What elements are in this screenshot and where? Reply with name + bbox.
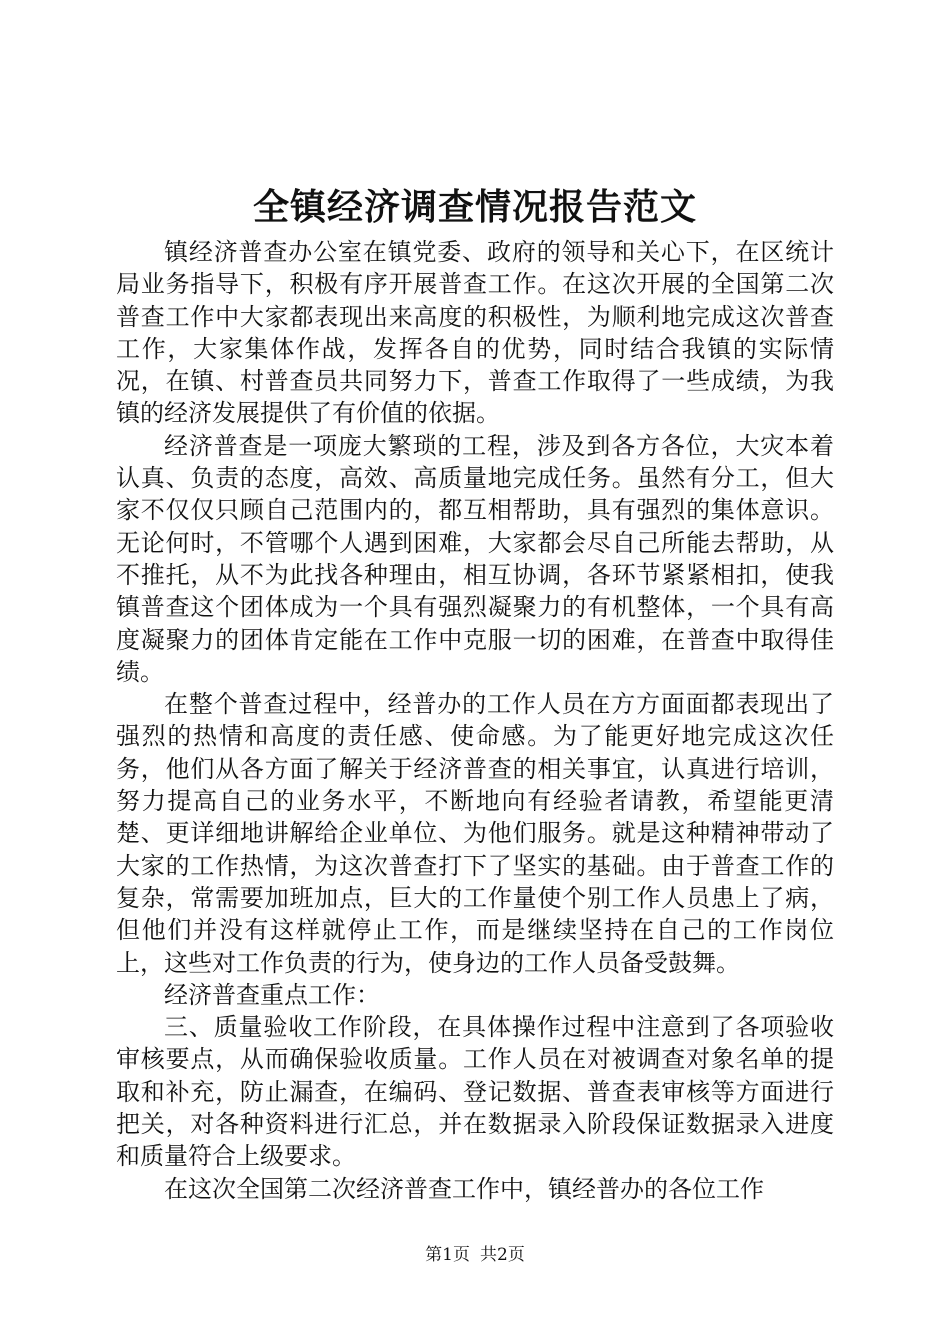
document-title: 全镇经济调查情况报告范文: [252, 187, 697, 228]
paragraph-2: 经济普查是一项庞大繁琐的工程，涉及到各方各位，大灾本着认真、负责的态度，高效、高质量地完成任务。虽然有分工，但大家不仅仅只顾自己范围内的，都互相帮助，具有强烈的集体意识。无论何时，不管哪个人遇到困难，大家都会尽自己所能去帮助，从不推托，从不为此找各种理由，相互协调，各环节紧紧相扣，使我镇普查这个团体成为一个具有强烈凝聚力的有机整体，一个具有高度凝聚力的团体肯定能在工作中克服一切的困难，在普查中取得佳绩。: [116, 431, 834, 686]
paragraph-1: 镇经济普查办公室在镇党委、政府的领导和关心下，在区统计局业务指导下，积极有序开展普查工作。在这次开展的全国第二次普查工作中大家都表现出来高度的积极性，为顺利地完成这次普查工作，大家集体作战，发挥各自的优势，同时结合我镇的实际情况，在镇、村普查员共同努力下，普查工作取得了一些成绩，为我镇的经济发展提供了有价值的依据。: [116, 238, 834, 428]
page-footer: [0, 1243, 950, 1267]
page-number-total: 共2页: [480, 1245, 525, 1265]
document-body: [116, 236, 834, 1205]
paragraph-6: 在这次全国第二次经济普查工作中，镇经普办的各位工作: [164, 1174, 764, 1203]
paragraph-5: 三、质量验收工作阶段，在具体操作过程中注意到了各项验收审核要点，从而确保验收质量。工作人员在对被调查对象名单的提取和补充，防止漏查，在编码、登记数据、普查表审核等方面进行把关，对各种资料进行汇总，并在数据录入阶段保证数据录入进度和质量符合上级要求。: [116, 1013, 834, 1171]
page-number-current: 第1页: [425, 1245, 470, 1265]
paragraph-3: 在整个普查过程中，经普办的工作人员在方方面面都表现出了强烈的热情和高度的责任感、使命感。为了能更好地完成这次任务，他们从各方面了解关于经济普查的相关事宜，认真进行培训，努力提高自己的业务水平，不断地向有经验者请教，希望能更清楚、更详细地讲解给企业单位、为他们服务。就是这种精神带动了大家的工作热情，为这次普查打下了坚实的基础。由于普查工作的复杂，常需要加班加点，巨大的工作量使个别工作人员患上了病，但他们并没有这样就停止工作，而是继续坚持在自己的工作岗位上，这些对工作负责的行为，使身边的工作人员备受鼓舞。: [116, 690, 834, 977]
paragraph-4: 经济普查重点工作：: [164, 980, 380, 1009]
